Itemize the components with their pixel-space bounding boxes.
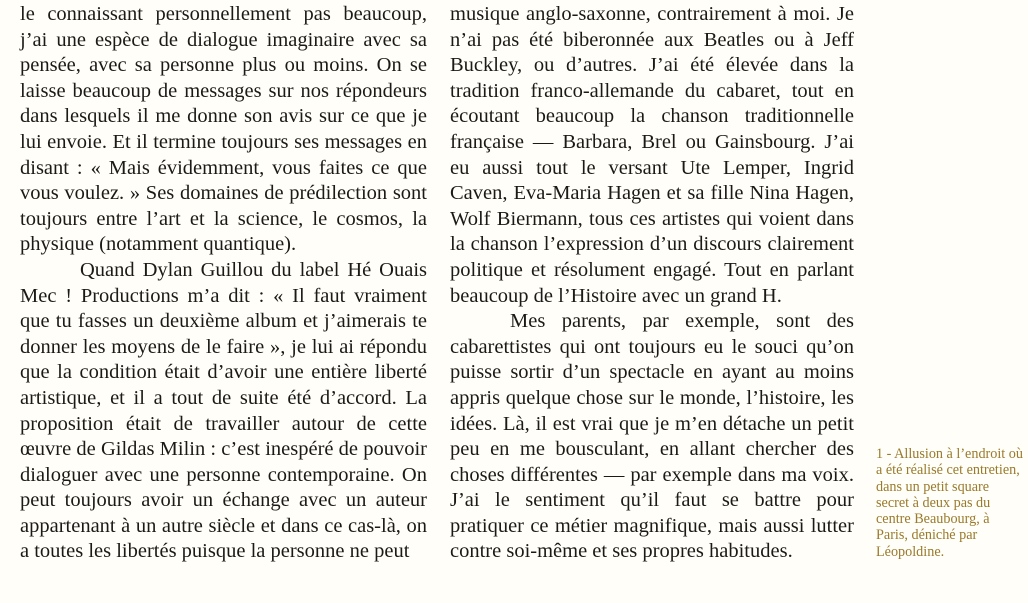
paragraph: Quand Dylan Guillou du label Hé Ouais Mec ! Productions m’a dit : « Il faut vraiment que tu fasses un deuxième album et j’aimerais te donner les moyens de le faire », je lui ai répondu que la condition était d’avoir une entière liberté artistique, et il a tout de suite été d’accord. La proposition était de travailler autour de cette œuvre de Gildas Milin : c’est inespéré de pouvoir dialoguer avec une personne contemporaine. On peut toujours avoir un échange avec un auteur appartenant à un autre siècle et dans ce cas-là, on a toutes les libertés puisque la personne ne peut bbox=[20, 258, 427, 563]
paragraph: Mes parents, par exemple, sont des cabarettistes qui ont toujours eu le souci qu’on puisse sortir d’un spectacle en ayant au moins appris quelque chose sur le monde, l’histoire, les idées. Là, il est vrai que je m’en détache un petit peu en me bousculant, en allant chercher des choses différentes — par exemple dans ma voix. J’ai le sentiment qu’il faut se battre pour pratiquer ce métier magnifique, mais aussi lutter contre soi-même et ses propres habitudes. bbox=[450, 310, 854, 563]
paragraph: le connaissant personnellement pas beaucoup, j’ai une espèce de dialogue imaginaire avec sa pensée, avec sa personne plus ou moins. On se laisse beaucoup de messages sur nos répondeurs dans lesquels il me donne son avis sur ce que je lui envoie. Et il termine toujours ses messages en disant : « Mais évidemment, vous faites ce que vous voulez. » Ses domaines de prédilection sont toujours entre l’art et la science, le cosmos, la physique (notamment quantique). bbox=[20, 3, 427, 256]
left-text-column bbox=[20, 2, 427, 565]
right-text-column bbox=[450, 2, 854, 565]
paragraph: musique anglo-saxonne, contrairement à moi. Je n’ai pas été biberonnée aux Beatles ou à Jeff Buckley, ou d’autres. J’ai été élevée dans la tradition franco-allemande du cabaret, tout en écoutant beaucoup la chanson traditionnelle française — Barbara, Brel ou Gainsbourg. J’ai eu aussi tout le versant Ute Lemper, Ingrid Caven, Eva-Maria Hagen et sa fille Nina Hagen, Wolf Biermann, tous ces artistes qui voient dans la chanson l’expression d’un discours clairement politique et résolument engagé. Tout en parlant beaucoup de l’Histoire avec un grand H. bbox=[450, 3, 854, 307]
footnote: 1 - Allusion à l’endroit où a été réalisé cet entretien, dans un petit square secret à deux pas du centre Beaubourg, à Paris, déniché par Léopoldine. bbox=[876, 446, 1023, 560]
